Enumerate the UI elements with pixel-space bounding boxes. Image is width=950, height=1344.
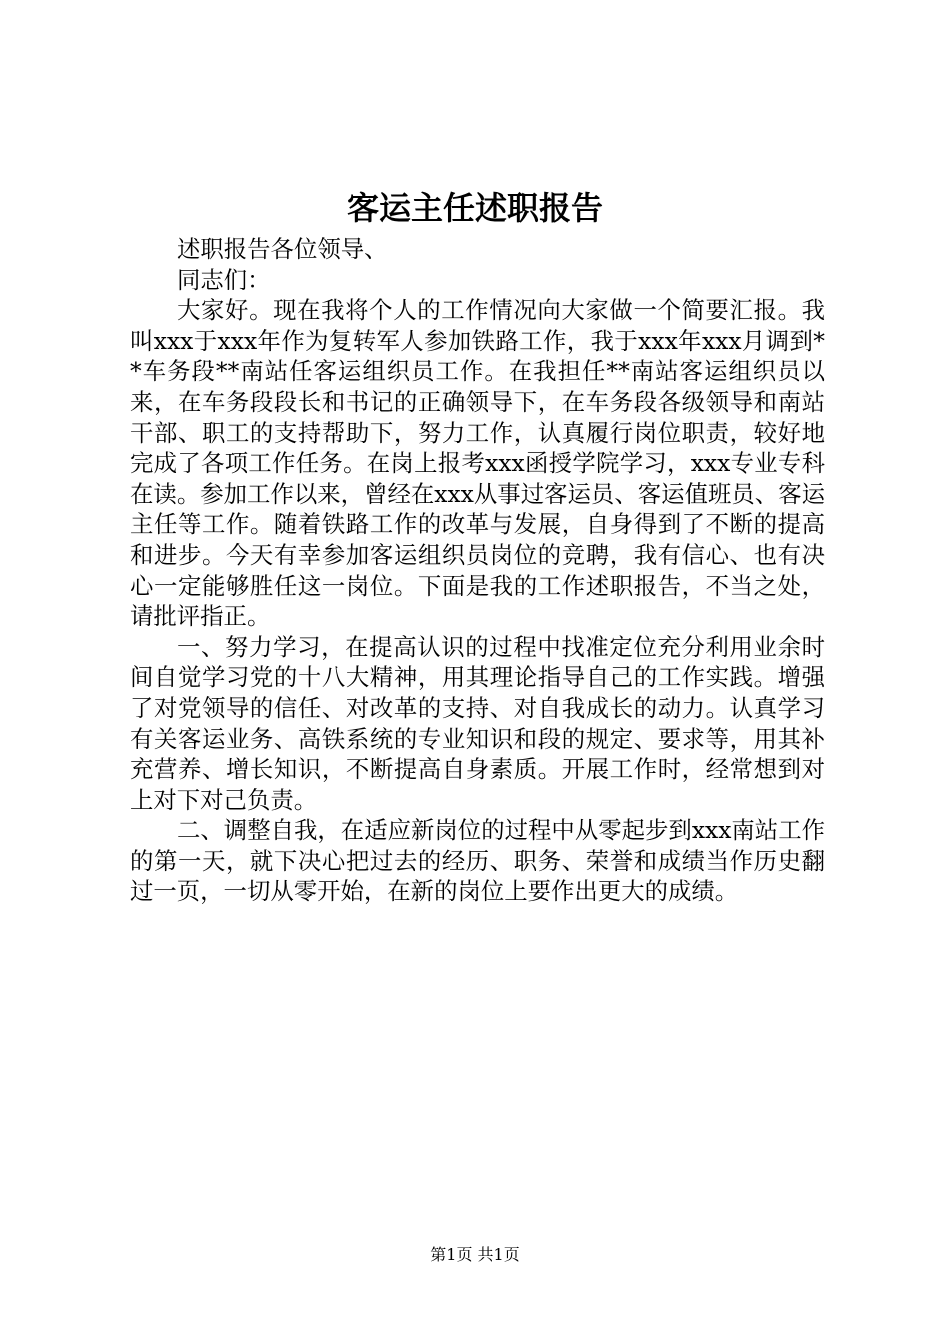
document-title: 客运主任述职报告	[346, 189, 603, 227]
paragraph-section-1: 一、努力学习，在提高认识的过程中找准定位充分利用业余时间自觉学习党的十八大精神，用其理论指导自己的工作实践。增强了对党领导的信任、对改革的支持、对自我成长的动力。认真学习有关客运业务、高铁系统的专业知识和段的规定、要求等，用其补充营养、增长知识，不断提高自身素质。开展工作时，经常想到对上对下对己负责。	[130, 632, 825, 814]
salutation-line-1: 述职报告各位领导、	[177, 235, 388, 263]
paragraph-introduction: 大家好。现在我将个人的工作情况向大家做一个简要汇报。我叫xxx于xxx年作为复转军人参加铁路工作，我于xxx年xxx月调到**车务段**南站任客运组织员工作。在我担任**南站客运组织员以来，在车务段段长和书记的正确领导下，在车务段各级领导和南站干部、职工的支持帮助下，努力工作，认真履行岗位职责，较好地完成了各项工作任务。在岗上报考xxx函授学院学习，xxx专业专科在读。参加工作以来，曾经在xxx从事过客运员、客运值班员、客运主任等工作。随着铁路工作的改革与发展，自身得到了不断的提高和进步。今天有幸参加客运组织员岗位的竞聘，我有信心、也有决心一定能够胜任这一岗位。下面是我的工作述职报告，不当之处，请批评指正。	[130, 296, 825, 631]
salutation-line-2: 同志们：	[177, 265, 271, 294]
paragraph-section-2: 二、调整自我，在适应新岗位的过程中从零起步到xxx南站工作的第一天，就下决心把过去的经历、职务、荣誉和成绩当作历史翻过一页，一切从零开始，在新的岗位上要作出更大的成绩。	[130, 816, 825, 906]
document-body	[130, 234, 825, 907]
page-number-footer: 第1页 共1页	[430, 1245, 520, 1264]
